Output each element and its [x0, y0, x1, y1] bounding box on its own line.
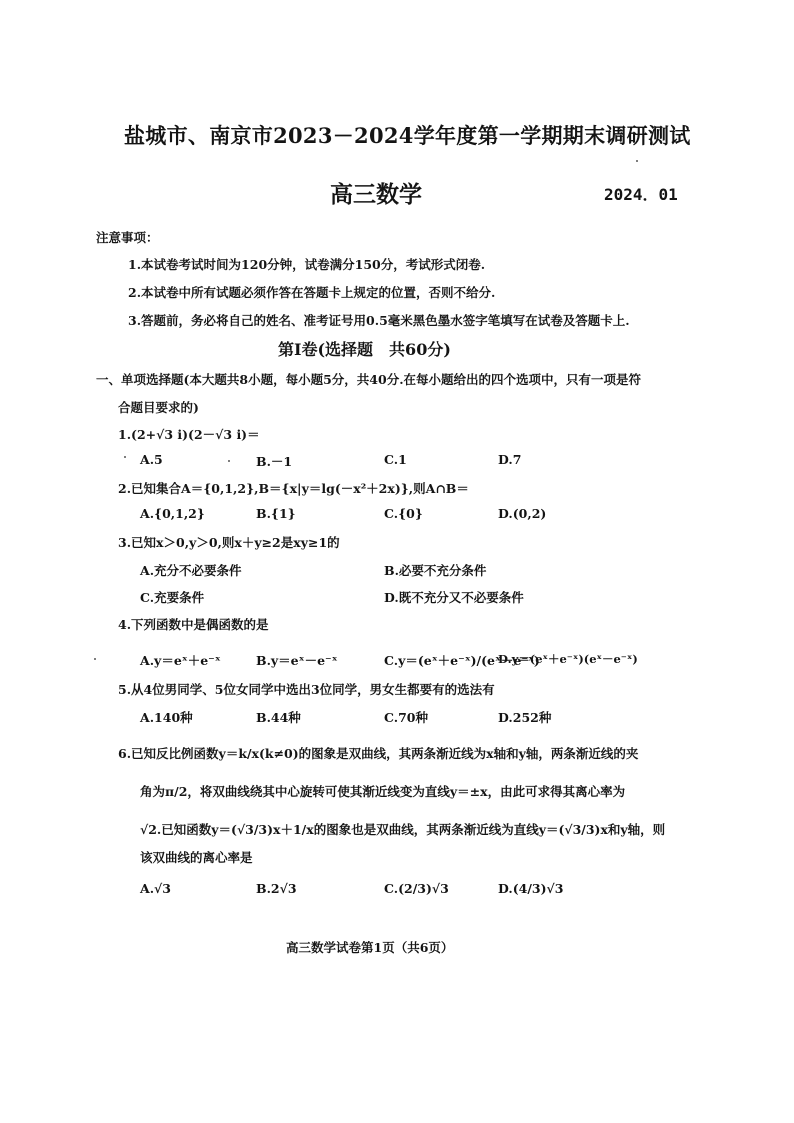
- option-d: D.既不充分又不必要条件: [384, 590, 524, 605]
- scan-speck: [124, 456, 126, 458]
- notice-item: 1.本试卷考试时间为120分钟，试卷满分150分，考试形式闭卷.: [128, 257, 486, 272]
- question-stem: 1.(2+√3 i)(2－√3 i)＝: [118, 427, 260, 442]
- page-footer: 高三数学试卷第1页（共6页）: [286, 940, 454, 955]
- option-c: C.{0}: [384, 506, 423, 521]
- option-d: D.252种: [498, 710, 552, 725]
- option-b: B.{1}: [256, 506, 296, 521]
- option-d: D.7: [498, 452, 522, 467]
- section-intro-cont: 合题目要求的): [118, 400, 199, 415]
- option-c: C.充要条件: [140, 590, 205, 605]
- question-stem: 2.已知集合A＝{0,1,2},B＝{x|y＝lg(－x²＋2x)},则A∩B＝: [118, 481, 469, 496]
- section-intro: 一、单项选择题(本大题共8小题，每小题5分，共40分.在每小题给出的四个选项中，只有一项是符: [96, 372, 642, 387]
- option-b: B.44种: [256, 710, 301, 725]
- part1-heading: 第Ⅰ卷(选择题 共60分): [278, 340, 451, 359]
- notice-item: 2.本试卷中所有试题必须作答在答题卡上规定的位置，否则不给分.: [128, 285, 496, 300]
- option-c: C.1: [384, 452, 407, 467]
- question-stem-cont: 该双曲线的离心率是: [140, 850, 253, 865]
- option-c: C.(2/3)√3: [384, 881, 449, 896]
- exam-date: 2024．01: [604, 185, 678, 204]
- question-stem: 3.已知x＞0,y＞0,则x＋y≥2是xy≥1的: [118, 535, 340, 550]
- option-a: A.y＝eˣ＋e⁻ˣ: [140, 653, 221, 668]
- option-d: D.(4/3)√3: [498, 881, 564, 896]
- question-stem: 5.从4位男同学、5位女同学中选出3位同学，男女生都要有的选法有: [118, 682, 495, 697]
- scan-speck: [228, 460, 230, 462]
- option-b: B.y＝eˣ－e⁻ˣ: [256, 653, 338, 668]
- option-a: A.140种: [140, 710, 193, 725]
- question-stem-cont: √2.已知函数y＝(√3/3)x＋1/x的图象也是双曲线，其两条渐近线为直线y＝(√3/3)x和y轴，则: [140, 822, 666, 837]
- option-c: C.70种: [384, 710, 428, 725]
- option-c: C.y＝(eˣ＋e⁻ˣ)/(eˣ－e⁻ˣ): [384, 653, 540, 668]
- question-stem: 4.下列函数中是偶函数的是: [118, 617, 269, 632]
- option-b: B.－1: [256, 454, 293, 469]
- option-a: A.充分不必要条件: [140, 563, 242, 578]
- option-d: D.y＝(eˣ＋e⁻ˣ)(eˣ－e⁻ˣ): [498, 652, 638, 666]
- option-a: A.5: [140, 452, 163, 467]
- notice-heading: 注意事项：: [96, 230, 159, 245]
- exam-title: 盐城市、南京市2023－2024学年度第一学期期末调研测试: [124, 123, 691, 148]
- option-b: B.必要不充分条件: [384, 563, 487, 578]
- option-b: B.2√3: [256, 881, 297, 896]
- option-a: A.{0,1,2}: [140, 506, 205, 521]
- option-a: A.√3: [140, 881, 171, 896]
- question-stem-cont: 角为π/2，将双曲线绕其中心旋转可使其渐近线变为直线y＝±x，由此可求得其离心率为: [140, 784, 626, 799]
- notice-item: 3.答题前，务必将自己的姓名、准考证号用0.5毫米黑色墨水签字笔填写在试卷及答题卡上.: [128, 313, 630, 328]
- question-stem: 6.已知反比例函数y＝k/x(k≠0)的图象是双曲线，其两条渐近线为x轴和y轴，两条渐近线的夹: [118, 746, 639, 761]
- scan-speck: [636, 160, 638, 162]
- subject-title: 高三数学: [330, 181, 422, 208]
- scan-speck: [94, 658, 96, 660]
- option-d: D.(0,2): [498, 506, 547, 521]
